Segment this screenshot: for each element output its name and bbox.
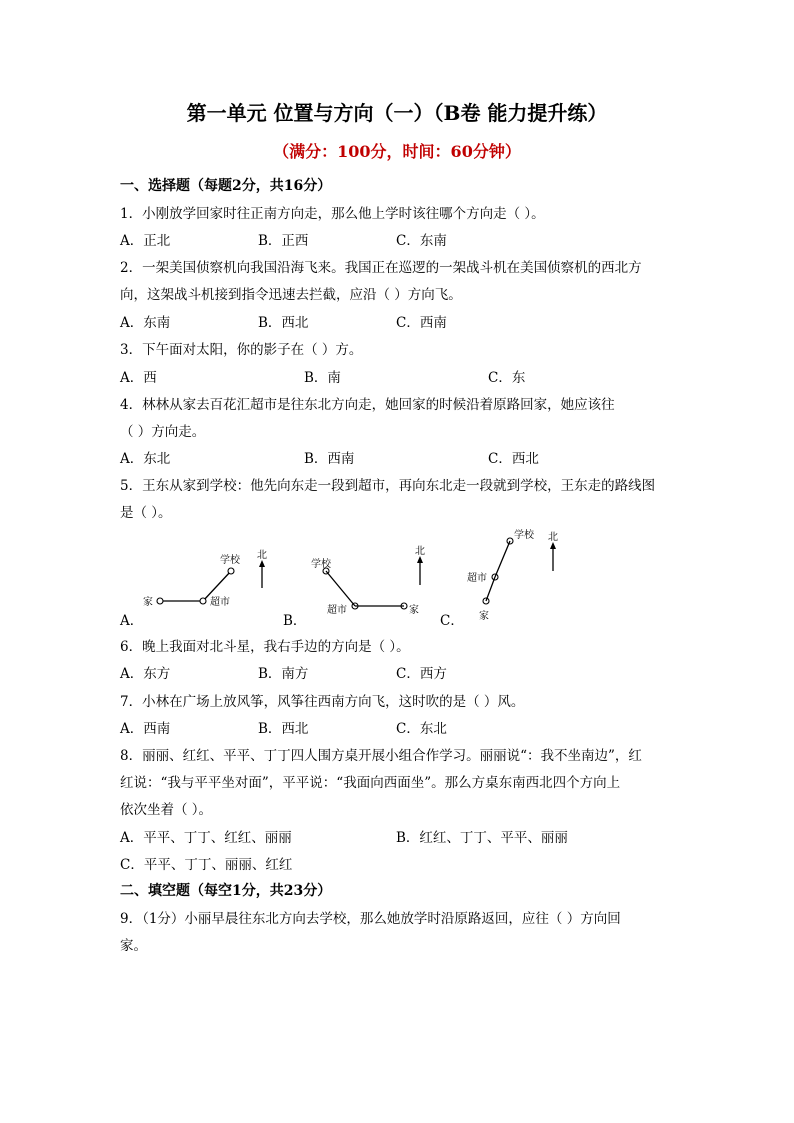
- question-6: 6．晚上我面对北斗星，我右手边的方向是（ ）。: [120, 639, 410, 655]
- school-label: 学校: [311, 559, 331, 570]
- q4-option-c[interactable]: C．西北: [488, 451, 539, 467]
- north-arrow-head: [417, 556, 423, 563]
- question-2-line-1: 2．一架美国侦察机向我国沿海飞来。我国正在巡逻的一架战斗机在美国侦察机的西北方: [120, 260, 642, 276]
- q4-option-a[interactable]: A．东北: [120, 451, 171, 467]
- question-3: 3．下午面对太阳，你的影子在（ ）方。: [120, 342, 363, 358]
- q5-option-a[interactable]: A．: [120, 613, 144, 629]
- path-segment: [495, 541, 510, 577]
- q1-option-c[interactable]: C．东南: [396, 233, 447, 249]
- question-9-line-1: 9．（1分）小丽早晨往东北方向去学校，那么她放学时沿原路返回，应往（ ）方向回: [120, 911, 621, 927]
- market-point: [200, 598, 206, 604]
- home-label: 家: [479, 611, 489, 622]
- north-arrow-head: [550, 542, 556, 549]
- page-subtitle: （满分：100分，时间：60分钟）: [273, 142, 521, 161]
- q4-option-b[interactable]: B．西南: [304, 451, 355, 467]
- q7-option-b[interactable]: B．西北: [258, 721, 309, 737]
- q3-option-c[interactable]: C．东: [488, 370, 526, 386]
- market-label: 超市: [210, 597, 230, 608]
- q5-option-b[interactable]: B．: [283, 613, 307, 629]
- question-4-line-2: （ ）方向走。: [120, 424, 206, 440]
- question-4-line-1: 4．林林从家去百花汇超市是往东北方向走，她回家的时候沿着原路回家，她应该往: [120, 397, 615, 413]
- section-1-heading: 一、选择题（每题2分，共16分）: [120, 178, 332, 194]
- q7-option-c[interactable]: C．东北: [396, 721, 447, 737]
- route-diagram-b[interactable]: [305, 543, 440, 618]
- question-5-line-2: 是（ ）。: [120, 505, 172, 521]
- question-8-line-1: 8．丽丽、红红、平平、丁丁四人围方桌开展小组合作学习。丽丽说“：我不坐南边”，红: [120, 748, 642, 764]
- q2-option-c[interactable]: C．西南: [396, 315, 447, 331]
- q1-option-a[interactable]: A．正北: [120, 233, 171, 249]
- north-label: 北: [257, 550, 267, 561]
- question-7: 7．小林在广场上放风筝，风筝往西南方向飞，这时吹的是（ ）风。: [120, 694, 525, 710]
- question-8-line-3: 依次坐着（ ）。: [120, 802, 213, 818]
- q3-option-a[interactable]: A．西: [120, 370, 157, 386]
- q6-option-c[interactable]: C．西方: [396, 666, 447, 682]
- q1-option-b[interactable]: B．正西: [258, 233, 309, 249]
- q8-option-a[interactable]: A．平平、丁丁、红红、丽丽: [120, 830, 292, 846]
- home-label: 家: [409, 605, 419, 616]
- question-2-line-2: 向，这架战斗机接到指令迅速去拦截，应沿（ ）方向飞。: [120, 287, 462, 303]
- route-diagram-c[interactable]: [462, 524, 572, 624]
- path-segment: [486, 577, 495, 601]
- north-label: 北: [415, 546, 425, 557]
- question-9-line-2: 家。: [120, 938, 147, 954]
- market-label: 超市: [327, 605, 347, 616]
- home-point: [157, 598, 163, 604]
- home-label: 家: [143, 597, 153, 608]
- market-label: 超市: [467, 573, 487, 584]
- page-title: 第一单元 位置与方向（一）（B卷 能力提升练）: [186, 101, 608, 125]
- north-arrow-head: [259, 560, 265, 567]
- q6-option-b[interactable]: B．南方: [258, 666, 309, 682]
- school-point: [228, 568, 234, 574]
- school-label: 学校: [220, 555, 240, 566]
- route-diagram-a[interactable]: [140, 548, 280, 618]
- q8-option-c[interactable]: C．平平、丁丁、丽丽、红红: [120, 857, 293, 873]
- q5-option-c[interactable]: C．: [440, 613, 464, 629]
- q6-option-a[interactable]: A．东方: [120, 666, 171, 682]
- question-8-line-2: 红说：“我与平平坐对面”，平平说：“我面向西面坐”。那么方桌东南西北四个方向上: [120, 775, 621, 791]
- path-segment: [326, 571, 355, 606]
- q2-option-a[interactable]: A．东南: [120, 315, 171, 331]
- q3-option-b[interactable]: B．南: [304, 370, 341, 386]
- q8-option-b[interactable]: B．红红、丁丁、平平、丽丽: [396, 830, 568, 846]
- question-1: 1．小刚放学回家时往正南方向走，那么他上学时该往哪个方向走（ ）。: [120, 206, 545, 222]
- school-label: 学校: [514, 530, 534, 541]
- q7-option-a[interactable]: A．西南: [120, 721, 171, 737]
- q2-option-b[interactable]: B．西北: [258, 315, 309, 331]
- north-label: 北: [548, 532, 558, 543]
- section-2-heading: 二、填空题（每空1分，共23分）: [120, 883, 332, 899]
- question-5-line-1: 5．王东从家到学校：他先向东走一段到超市，再向东北走一段就到学校，王东走的路线图: [120, 478, 656, 494]
